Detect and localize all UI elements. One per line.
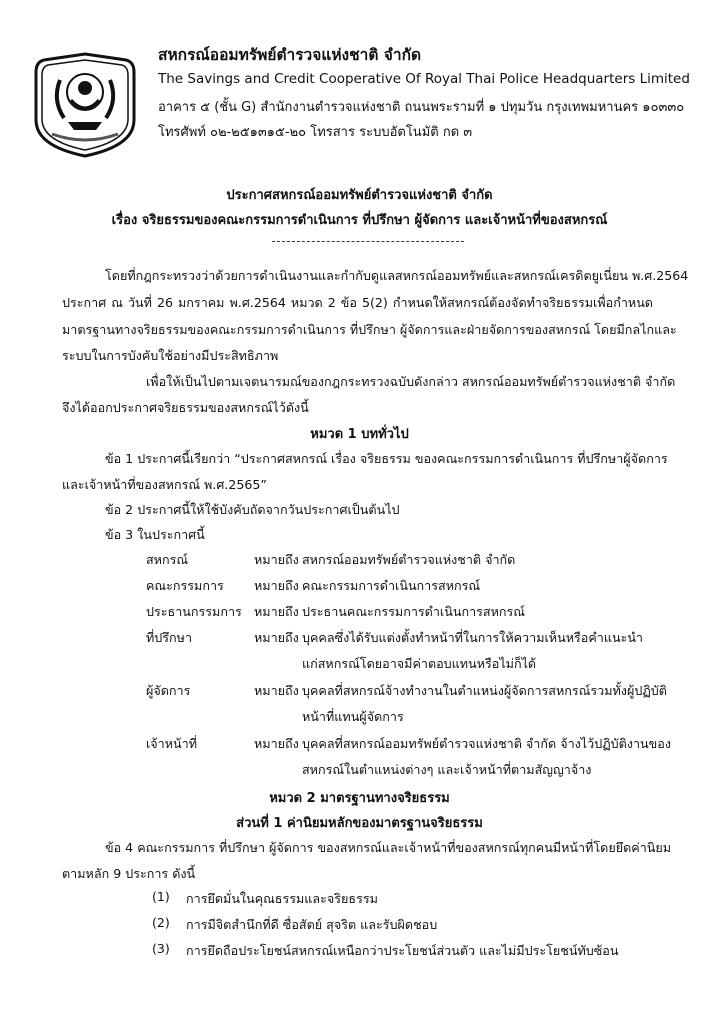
- org-phone: โทรศัพท์ ๐๒-๒๕๑๓๑๕-๒๐ โทรสาร ระบบอัตโนมัติ กด ๓: [158, 125, 473, 140]
- item-number: (1): [152, 889, 170, 904]
- definition-text: คณะกรรมการดำเนินการสหกรณ์: [302, 578, 481, 593]
- item-text: การยึดถือประโยชน์สหกรณ์เหนือกว่าประโยชน์ส่วนตัว และไม่มีประโยชน์ทับซ้อน: [186, 943, 619, 958]
- definition-term: ประธานกรรมการ: [146, 604, 242, 619]
- definition-means: หมายถึง: [254, 604, 299, 619]
- item-number: (3): [152, 941, 170, 956]
- item-number: (2): [152, 915, 170, 930]
- intro-p1-line: มาตรฐานทางจริยธรรมของคณะกรรมการดำเนินการ ที่ปรึกษา ผู้จัดการและฝ่ายจัดการของสหกรณ์ โดยมีกลไกและ: [62, 322, 677, 337]
- clause-2: ข้อ 2 ประกาศนี้ให้ใช้บังคับถัดจากวันประกาศเป็นต้นไป: [105, 502, 400, 517]
- definition-text: หน้าที่แทนผู้จัดการ: [302, 709, 404, 724]
- definition-means: หมายถึง: [254, 683, 299, 698]
- definition-text: บุคคลซึ่งได้รับแต่งตั้งทำหน้าที่ในการให้ความเห็นหรือคำแนะนำ: [302, 630, 644, 645]
- definition-means: หมายถึง: [254, 736, 299, 751]
- announcement-title: ประกาศสหกรณ์ออมทรัพย์ตำรวจแห่งชาติ จำกัด: [226, 188, 493, 203]
- clause-4-line: ข้อ 4 คณะกรรมการ ที่ปรึกษา ผู้จัดการ ของสหกรณ์และเจ้าหน้าที่ของสหกรณ์ทุกคนมีหน้าที่โดยยึดค่านิยม: [105, 840, 672, 855]
- chapter-1-heading: หมวด 1 บททั่วไป: [310, 427, 409, 442]
- item-text: การยึดมั่นในคุณธรรมและจริยธรรม: [186, 891, 378, 906]
- definition-text: ประธานคณะกรรมการดำเนินการสหกรณ์: [302, 604, 525, 619]
- chapter-2-heading: หมวด 2 มาตรฐานทางจริยธรรม: [269, 791, 450, 806]
- cooperative-seal-logo: [30, 50, 140, 160]
- intro-p1-line: โดยที่กฎกระทรวงว่าด้วยการดำเนินงานและกำกับดูแลสหกรณ์ออมทรัพย์และสหกรณ์เครดิตยูเนี่ยน พ.ศ.2564: [105, 268, 689, 283]
- org-name-english: The Savings and Credit Cooperative Of Royal Thai Police Headquarters Limited: [158, 71, 690, 87]
- clause-4-line: ตามหลัก 9 ประการ ดังนี้: [62, 866, 196, 881]
- definition-text: สหกรณ์ในตำแหน่งต่างๆ และเจ้าหน้าที่ตามสัญญาจ้าง: [302, 762, 592, 777]
- definition-text: บุคคลที่สหกรณ์ออมทรัพย์ตำรวจแห่งชาติ จำกัด จ้างไว้ปฏิบัติงานของ: [302, 736, 671, 751]
- definition-text: แก่สหกรณ์โดยอาจมีค่าตอบแทนหรือไม่ก็ได้: [302, 656, 537, 671]
- org-name-thai: สหกรณ์ออมทรัพย์ตำรวจแห่งชาติ จำกัด: [158, 46, 422, 64]
- definition-text: สหกรณ์ออมทรัพย์ตำรวจแห่งชาติ จำกัด: [302, 552, 516, 567]
- org-address: อาคาร ๕ (ชั้น G) สำนักงานตำรวจแห่งชาติ ถนนพระรามที่ ๑ ปทุมวัน กรุงเทพมหานคร ๑๐๓๓๐: [158, 100, 685, 115]
- definition-term: ผู้จัดการ: [146, 683, 191, 698]
- item-text: การมีจิตสำนึกที่ดี ซื่อสัตย์ สุจริต และรับผิดชอบ: [186, 917, 438, 932]
- intro-p1-line: ระบบในการบังคับใช้อย่างมีประสิทธิภาพ: [62, 348, 279, 363]
- intro-p1-line: ประกาศ ณ วันที่ 26 มกราคม พ.ศ.2564 หมวด 2 ข้อ 5(2) กำหนดให้สหกรณ์ต้องจัดทำจริยธรรมเพื่อกำหนด: [62, 295, 653, 310]
- definition-means: หมายถึง: [254, 630, 299, 645]
- definition-means: หมายถึง: [254, 578, 299, 593]
- definition-term: สหกรณ์: [146, 552, 189, 567]
- separator-line: [272, 241, 464, 242]
- announcement-subject: เรื่อง จริยธรรมของคณะกรรมการดำเนินการ ที่ปรึกษา ผู้จัดการ และเจ้าหน้าที่ของสหกรณ์: [111, 213, 608, 228]
- clause-1-line: ข้อ 1 ประกาศนี้เรียกว่า “ประกาศสหกรณ์ เรื่อง จริยธรรม ของคณะกรรมการดำเนินการ ที่ปรึกษาผู้จัดการ: [105, 451, 668, 466]
- intro-p2-line: จึงได้ออกประกาศจริยธรรมของสหกรณ์ไว้ดังนี้: [62, 400, 309, 415]
- definition-means: หมายถึง: [254, 552, 299, 567]
- definition-term: เจ้าหน้าที่: [146, 736, 198, 751]
- clause-1-line: และเจ้าหน้าที่ของสหกรณ์ พ.ศ.2565”: [62, 477, 267, 492]
- part-1-heading: ส่วนที่ 1 ค่านิยมหลักของมาตรฐานจริยธรรม: [236, 816, 483, 831]
- definition-text: บุคคลที่สหกรณ์จ้างทำงานในตำแหน่งผู้จัดการสหกรณ์รวมทั้งผู้ปฏิบัติ: [302, 683, 667, 698]
- definition-term: ที่ปรึกษา: [146, 630, 193, 645]
- definition-term: คณะกรรมการ: [146, 578, 224, 593]
- intro-p2-line: เพื่อให้เป็นไปตามเจตนารมณ์ของกฎกระทรวงฉบับดังกล่าว สหกรณ์ออมทรัพย์ตำรวจแห่งชาติ จำกัด: [146, 374, 676, 389]
- clause-3: ข้อ 3 ในประกาศนี้: [105, 527, 205, 542]
